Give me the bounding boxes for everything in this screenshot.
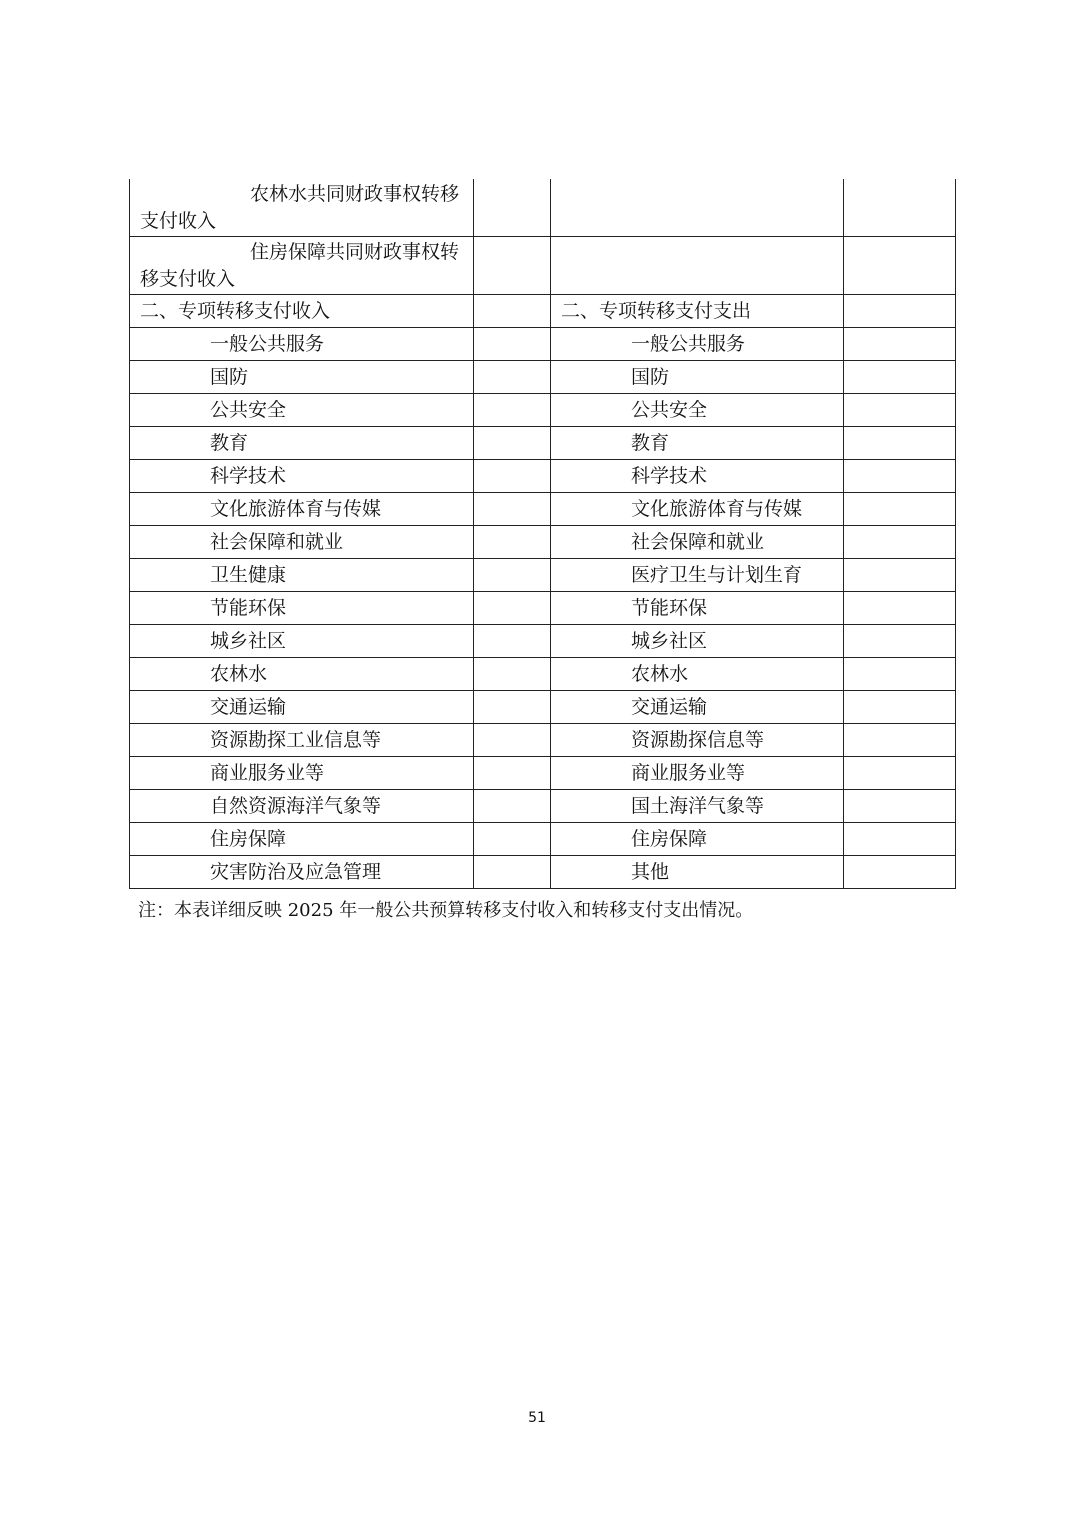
income-amount-cell [474,592,551,625]
income-amount-cell [474,394,551,427]
income-amount-cell [474,328,551,361]
expenditure-amount-cell [844,757,956,790]
expenditure-amount-cell [844,790,956,823]
income-item-cell: 二、专项转移支付收入 [130,295,474,328]
expenditure-item-cell: 教育 [551,427,844,460]
expenditure-amount-cell [844,460,956,493]
income-amount-cell [474,526,551,559]
expenditure-item-cell: 资源勘探信息等 [551,724,844,757]
income-amount-cell [474,460,551,493]
expenditure-item-cell: 国土海洋气象等 [551,790,844,823]
expenditure-amount-cell [844,559,956,592]
expenditure-item-cell: 二、专项转移支付支出 [551,295,844,328]
table-row [130,559,956,592]
income-amount-cell [474,856,551,889]
table-row [130,724,956,757]
table-row [130,790,956,823]
income-item-cell: 自然资源海洋气象等 [130,790,474,823]
expenditure-amount-cell [844,658,956,691]
income-amount-cell [474,427,551,460]
table-row [130,625,956,658]
table-row [130,757,956,790]
expenditure-amount-cell [844,361,956,394]
income-item-cell: 住房保障共同财政事权转移支付收入 [130,237,474,295]
expenditure-item-cell: 科学技术 [551,460,844,493]
expenditure-amount-cell [844,493,956,526]
income-amount-cell [474,757,551,790]
expenditure-amount-cell [844,856,956,889]
table-body [130,179,956,889]
income-item-cell: 社会保障和就业 [130,526,474,559]
table-row [130,460,956,493]
expenditure-amount-cell [844,526,956,559]
income-amount-cell [474,237,551,295]
expenditure-item-cell: 医疗卫生与计划生育 [551,559,844,592]
income-amount-cell [474,625,551,658]
income-item-cell: 农林水 [130,658,474,691]
transfer-payment-table [129,179,956,889]
expenditure-amount-cell [844,328,956,361]
expenditure-item-cell: 交通运输 [551,691,844,724]
expenditure-item-cell: 公共安全 [551,394,844,427]
expenditure-item-cell [551,179,844,237]
table-row [130,526,956,559]
income-item-cell: 一般公共服务 [130,328,474,361]
expenditure-item-cell: 商业服务业等 [551,757,844,790]
income-amount-cell [474,361,551,394]
table-row [130,361,956,394]
table-row [130,592,956,625]
income-amount-cell [474,724,551,757]
income-item-cell: 资源勘探工业信息等 [130,724,474,757]
table-row [130,328,956,361]
expenditure-amount-cell [844,295,956,328]
income-item-cell: 灾害防治及应急管理 [130,856,474,889]
expenditure-item-cell: 其他 [551,856,844,889]
income-amount-cell [474,179,551,237]
expenditure-amount-cell [844,237,956,295]
table-row [130,493,956,526]
income-item-cell: 节能环保 [130,592,474,625]
income-item-cell: 卫生健康 [130,559,474,592]
expenditure-item-cell: 住房保障 [551,823,844,856]
expenditure-amount-cell [844,179,956,237]
income-item-cell: 住房保障 [130,823,474,856]
expenditure-amount-cell [844,691,956,724]
income-item-cell: 公共安全 [130,394,474,427]
table-row [130,658,956,691]
table-row [130,691,956,724]
table-row [130,179,956,237]
income-item-cell: 农林水共同财政事权转移支付收入 [130,179,474,237]
expenditure-item-cell: 农林水 [551,658,844,691]
income-amount-cell [474,658,551,691]
expenditure-item-cell: 文化旅游体育与传媒 [551,493,844,526]
expenditure-item-cell: 城乡社区 [551,625,844,658]
table-row [130,237,956,295]
table-row [130,823,956,856]
income-item-cell: 交通运输 [130,691,474,724]
income-amount-cell [474,691,551,724]
table-note: 注：本表详细反映 2025 年一般公共预算转移支付收入和转移支付支出情况。 [138,900,754,921]
income-amount-cell [474,295,551,328]
table-row [130,394,956,427]
income-item-cell: 城乡社区 [130,625,474,658]
expenditure-item-cell: 社会保障和就业 [551,526,844,559]
income-item-cell: 国防 [130,361,474,394]
income-item-cell: 教育 [130,427,474,460]
expenditure-amount-cell [844,625,956,658]
expenditure-item-cell: 节能环保 [551,592,844,625]
income-item-cell: 文化旅游体育与传媒 [130,493,474,526]
table-row [130,295,956,328]
table-row [130,427,956,460]
expenditure-item-cell: 一般公共服务 [551,328,844,361]
income-amount-cell [474,493,551,526]
expenditure-amount-cell [844,592,956,625]
income-amount-cell [474,823,551,856]
expenditure-item-cell: 国防 [551,361,844,394]
expenditure-amount-cell [844,394,956,427]
income-item-cell: 商业服务业等 [130,757,474,790]
expenditure-amount-cell [844,724,956,757]
expenditure-amount-cell [844,427,956,460]
income-amount-cell [474,790,551,823]
income-item-cell: 科学技术 [130,460,474,493]
table-row [130,856,956,889]
expenditure-amount-cell [844,823,956,856]
page-number: 51 [528,1410,546,1426]
expenditure-item-cell [551,237,844,295]
income-amount-cell [474,559,551,592]
